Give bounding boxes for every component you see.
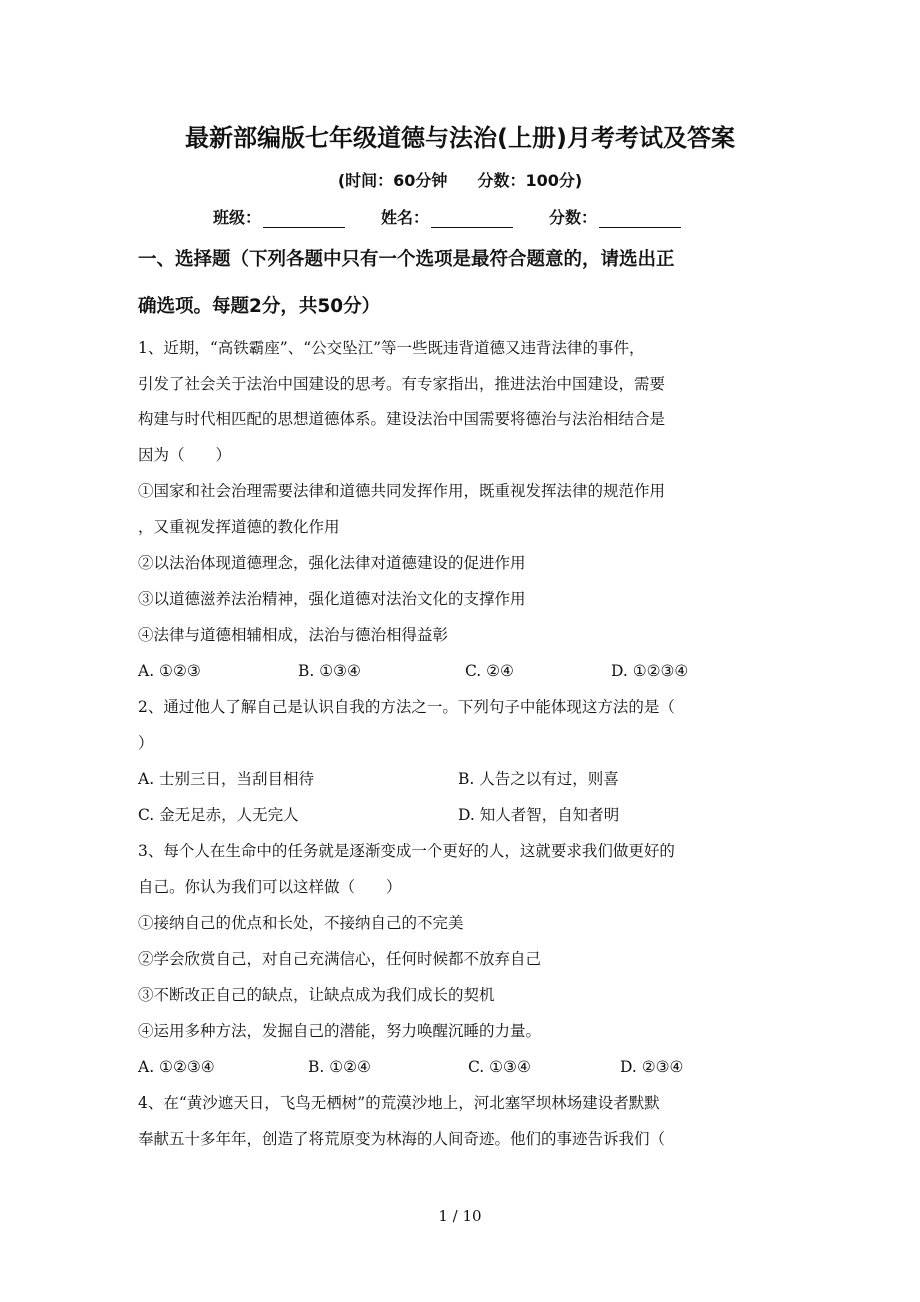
q1-option-c: C. ②④: [465, 662, 514, 680]
q2-option-c: C. 金无足赤，人无完人: [138, 806, 299, 824]
q3-option-d: D. ②③④: [620, 1058, 684, 1076]
q3-stem-line2: 自己。你认为我们可以这样做（ ）: [138, 878, 402, 896]
section-heading-line2: 确选项。每题2分，共50分）: [138, 296, 381, 317]
score-info: 分数：100分): [477, 171, 583, 190]
class-field: [213, 205, 345, 228]
q3-statement-2: ②学会欣赏自己，对自己充满信心，任何时候都不放弃自己: [138, 950, 542, 968]
q4-stem-line2: 奉献五十多年年，创造了将荒原变为林海的人间奇迹。他们的事迹告诉我们（: [138, 1130, 666, 1148]
q1-statement-1b: ，又重视发挥道德的教化作用: [138, 518, 340, 536]
q1-stem-line4: 因为（ ）: [138, 446, 232, 464]
q3-option-a: A. ①②③④: [138, 1058, 215, 1076]
class-label: 班级：: [213, 208, 262, 227]
student-info-fields: [213, 205, 717, 228]
q1-stem-line2: 引发了社会关于法治中国建设的思考。有专家指出，推进法治中国建设，需要: [138, 375, 666, 393]
score-field: [549, 205, 681, 228]
q2-stem-line1: 2、通过他人了解自己是认识自我的方法之一。下列句子中能体现这方法的是（: [138, 698, 675, 716]
q3-statement-1: ①接纳自己的优点和长处，不接纳自己的不完美: [138, 914, 464, 932]
page-number: 1 / 10: [438, 1207, 482, 1225]
score-blank: [599, 211, 681, 228]
name-label: 姓名：: [381, 208, 430, 227]
class-blank: [263, 211, 345, 228]
q1-statement-4: ④法律与道德相辅相成，法治与德治相得益彰: [138, 626, 449, 644]
q1-statement-3: ③以道德滋养法治精神，强化道德对法治文化的支撑作用: [138, 590, 526, 608]
section-heading-line1: 一、选择题（下列各题中只有一个选项是最符合题意的，请选出正: [138, 249, 675, 270]
name-blank: [431, 211, 513, 228]
q1-option-a: A. ①②③: [138, 662, 201, 680]
time-info: (时间：60分钟: [337, 171, 448, 190]
q1-stem-line3: 构建与时代相匹配的思想道德体系。建设法治中国需要将德治与法治相结合是: [138, 410, 666, 428]
q3-statement-4: ④运用多种方法，发掘自己的潜能，努力唤醒沉睡的力量。: [138, 1022, 542, 1040]
q2-option-d: D. 知人者智，自知者明: [458, 806, 620, 824]
q1-statement-1a: ①国家和社会治理需要法律和道德共同发挥作用，既重视发挥法律的规范作用: [138, 482, 666, 500]
q1-statement-2: ②以法治体现道德理念，强化法律对道德建设的促进作用: [138, 554, 526, 572]
name-field: [381, 205, 513, 228]
q3-stem-line1: 3、每个人在生命中的任务就是逐渐变成一个更好的人，这就要求我们做更好的: [138, 842, 675, 860]
q2-option-a: A. 士别三日，当刮目相待: [138, 770, 315, 788]
q4-stem-line1: 4、在“黄沙遮天日，飞鸟无栖树”的荒漠沙地上，河北塞罕坝林场建设者默默: [138, 1094, 660, 1112]
exam-meta: [0, 168, 920, 191]
q3-option-c: C. ①③④: [468, 1058, 531, 1076]
q1-option-b: B. ①③④: [298, 662, 361, 680]
q3-statement-3: ③不断改正自己的缺点，让缺点成为我们成长的契机: [138, 986, 495, 1004]
q2-stem-line2: ）: [138, 734, 154, 752]
q2-option-b: B. 人告之以有过，则喜: [458, 770, 619, 788]
q1-option-d: D. ①②③④: [611, 662, 689, 680]
score-label: 分数：: [549, 208, 598, 227]
q1-stem-line1: 1、近期，“高铁霸座”、“公交坠江”等一些既违背道德又违背法律的事件，: [138, 339, 645, 357]
document-title: 最新部编版七年级道德与法治(上册)月考考试及答案: [185, 124, 735, 152]
q3-option-b: B. ①②④: [308, 1058, 371, 1076]
